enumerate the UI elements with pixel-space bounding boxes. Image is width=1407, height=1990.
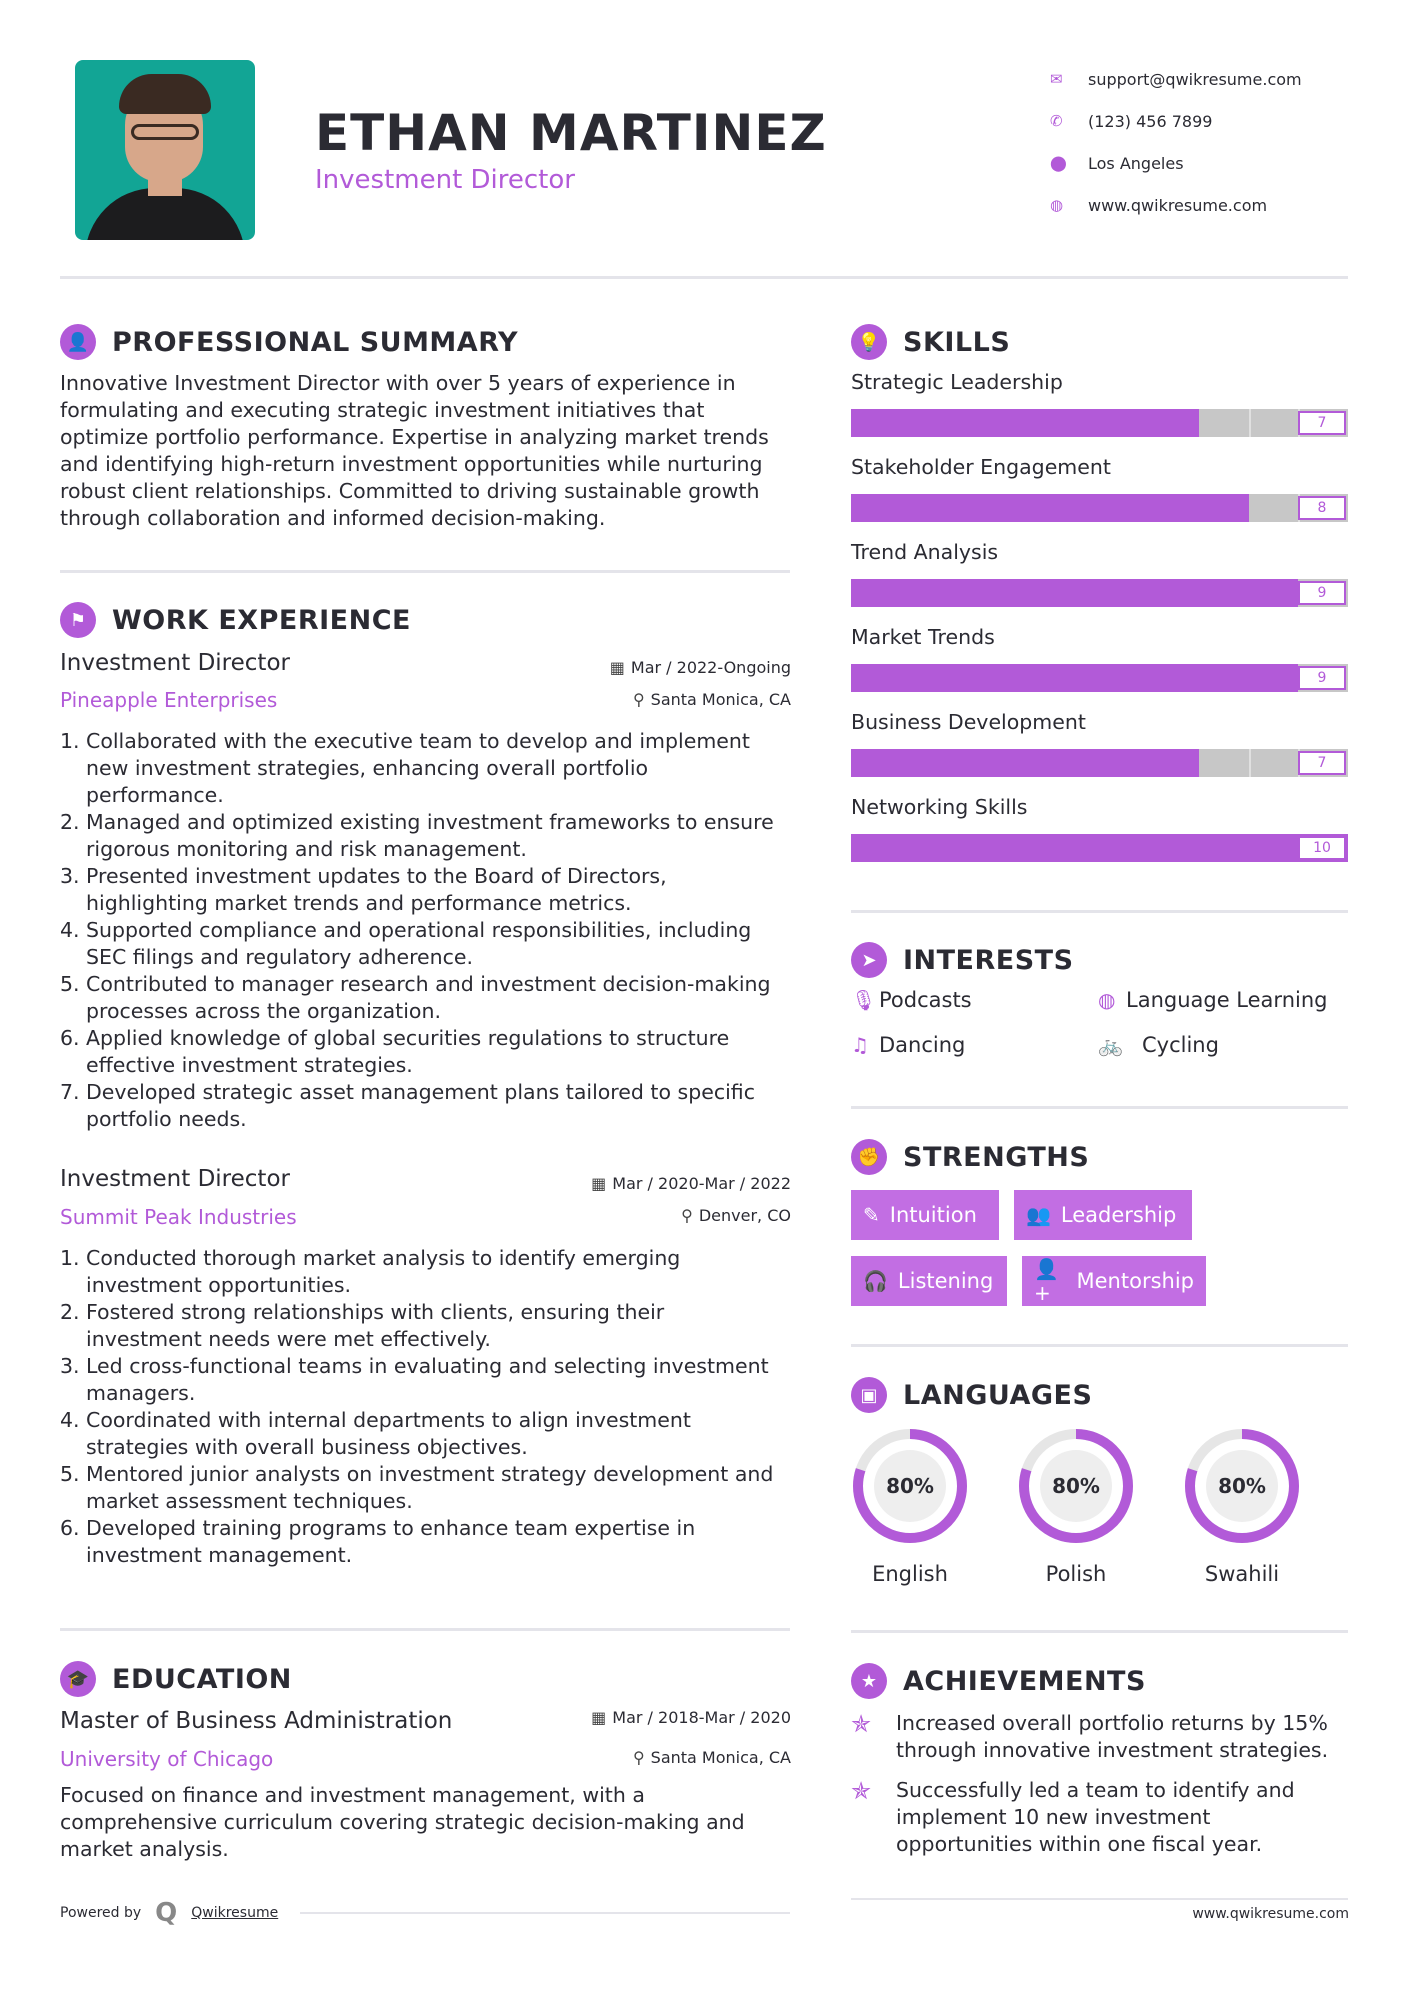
language-ring [848,1424,972,1548]
calendar-icon: ▦ [591,1174,607,1193]
footer-powered-by: Powered by Q Qwikresume [60,1898,279,1928]
map-pin-icon: ⬤ [1050,154,1067,172]
education-text: Focused on finance and investment management, with a comprehensive curriculum covering strategic decision-making and market analysis. [60,1783,745,1861]
languages-heading: ▣ LANGUAGES [851,1377,1092,1413]
footer-right-divider [851,1898,1348,1900]
magic-wand-icon: ✎ [863,1203,880,1227]
skill-bar-fill [851,409,1199,437]
achievement-item: ✯ Increased overall portfolio returns by 15% through innovative investment strategies. [851,1710,1329,1762]
list-item: 5. Mentored junior analysts on investment strategy development and market assessment techniques. [60,1462,774,1513]
skill-name: Market Trends [851,625,995,649]
strengths-divider [851,1344,1348,1347]
interest-podcasts: 🎙 Podcasts [851,988,972,1012]
strength-leadership: 👥 Leadership [1014,1190,1192,1240]
bicycle-icon: 🚲 [1098,1033,1123,1057]
language-percent-label: 80% [1218,1474,1266,1498]
interest-dancing: ♫ Dancing [851,1033,966,1057]
list-item: 7. Developed strategic asset management plans tailored to specific portfolio needs. [60,1080,755,1131]
strength-listening: 🎧 Listening [851,1256,1007,1306]
paper-plane-icon: ➤ [851,942,887,978]
skill-bar [851,834,1348,862]
language-icon: ▣ [851,1377,887,1413]
skill-level-badge: 7 [1298,751,1346,775]
work-heading: ⚑ WORK EXPERIENCE [60,602,411,638]
degree-title: Master of Business Administration [60,1708,453,1734]
candidate-title: Investment Director [315,165,575,195]
job-title: Investment Director [60,1166,290,1192]
skill-bar-fill [851,749,1199,777]
job-bullets [60,1245,808,1569]
job-location: ⚲ Santa Monica, CA [632,690,791,709]
headphones-icon: 🎧 [863,1269,888,1293]
education-location: ⚲ Santa Monica, CA [632,1748,791,1767]
interests-heading: ➤ INTERESTS [851,942,1074,978]
skills-heading: 💡 SKILLS [851,324,1010,360]
users-icon: 👥 [1026,1203,1051,1227]
education-dates: ▦ Mar / 2018-Mar / 2020 [591,1708,791,1727]
calendar-icon: ▦ [609,658,625,677]
strength-intuition: ✎ Intuition [851,1190,999,1240]
list-item: 2. Fostered strong relationships with clients, ensuring their investment needs were met effectively. [60,1300,665,1351]
pin-icon: ⚲ [632,1748,645,1767]
job-title: Investment Director [60,650,290,676]
skill-bar [851,579,1348,607]
language-item [1180,1424,1304,1586]
list-item: 4. Coordinated with internal departments to align investment strategies with overall business objectives. [60,1408,691,1459]
language-name: Swahili [1204,1562,1280,1586]
skill-bar [851,409,1348,437]
job-location: ⚲ Denver, CO [681,1206,791,1225]
interests-divider [851,1106,1348,1109]
skill-level-badge: 9 [1298,581,1346,605]
skill-name: Strategic Leadership [851,370,1063,394]
skill-bar-fill [851,494,1249,522]
skill-level-badge: 9 [1298,666,1346,690]
list-item: 6. Applied knowledge of global securities regulations to structure effective investment strategies. [60,1026,730,1077]
list-item: 6. Developed training programs to enhance team expertise in investment management. [60,1516,696,1567]
contact-website[interactable]: ◍ www.qwikresume.com [1050,195,1268,215]
language-percent-label: 80% [1052,1474,1100,1498]
skill-name: Trend Analysis [851,540,999,564]
contact-email[interactable]: ✉ support@qwikresume.com [1050,69,1302,89]
achievement-item: ✯ Successfully led a team to identify and implement 10 new investment opportunities within one fiscal year. [851,1777,1295,1856]
music-note-icon: ♫ [851,1033,869,1057]
graduation-icon: 🎓 [60,1661,96,1697]
work-divider [60,1628,790,1631]
interest-language-learning: ◍ Language Learning [1098,988,1328,1012]
user-plus-icon: 👤+ [1034,1257,1059,1305]
list-item: 3. Led cross-functional teams in evaluating and selecting investment managers. [60,1354,769,1405]
globe-icon: ◍ [1098,988,1116,1012]
job-dates: ▦ Mar / 2022-Ongoing [609,658,791,677]
school-name: University of Chicago [60,1747,274,1771]
skill-level-badge: 8 [1298,496,1346,520]
calendar-icon: ▦ [591,1708,607,1727]
interest-cycling: 🚲 Cycling [1098,1033,1219,1057]
skill-bar [851,494,1348,522]
list-item: 2. Managed and optimized existing investment frameworks to ensure rigorous monitoring and risk management. [60,810,774,861]
lightbulb-icon: 💡 [851,324,887,360]
briefcase-icon: ⚑ [60,602,96,638]
footer-left-divider [300,1912,790,1914]
language-ring [1014,1424,1138,1548]
list-item: 3. Presented investment updates to the Board of Directors, highlighting market trends and performance metrics. [60,864,667,915]
language-item [848,1424,972,1586]
company-name: Pineapple Enterprises [60,688,278,712]
list-item: 1. Conducted thorough market analysis to identify emerging investment opportunities. [60,1246,681,1297]
job-bullets [60,728,808,1133]
list-item: 4. Supported compliance and operational responsibilities, including SEC filings and regulatory adherence. [60,918,752,969]
header-divider [60,276,1348,279]
skill-level-badge: 10 [1298,836,1346,860]
education-heading: 🎓 EDUCATION [60,1661,292,1697]
skill-level-badge: 7 [1298,411,1346,435]
skill-name: Stakeholder Engagement [851,455,1111,479]
fist-icon: ✊ [851,1139,887,1175]
candidate-name: ETHAN MARTINEZ [315,104,827,162]
company-name: Summit Peak Industries [60,1205,297,1229]
skill-bar-fill [851,834,1348,862]
brand-link[interactable]: Qwikresume [191,1905,279,1921]
shooting-star-icon: ✯ [851,1710,872,1738]
user-icon: 👤 [60,324,96,360]
skill-bar-fill [851,664,1298,692]
skill-name: Networking Skills [851,795,1028,819]
shooting-star-icon: ✯ [851,1777,872,1805]
language-item [1014,1424,1138,1586]
profile-photo [75,60,255,240]
strengths-heading: ✊ STRENGTHS [851,1139,1089,1175]
job-dates: ▦ Mar / 2020-Mar / 2022 [591,1174,791,1193]
language-name: English [872,1562,948,1586]
skills-divider [851,910,1348,913]
language-name: Polish [1045,1562,1107,1586]
summary-heading: 👤 PROFESSIONAL SUMMARY [60,324,518,360]
pin-icon: ⚲ [632,690,645,709]
globe-icon: ◍ [1050,196,1064,214]
phone-icon: ✆ [1050,112,1063,130]
footer-url[interactable]: www.qwikresume.com [1192,1906,1349,1922]
envelope-icon: ✉ [1050,70,1063,88]
skill-name: Business Development [851,710,1086,734]
qwikresume-logo-icon: Q [155,1898,178,1928]
contact-location: ⬤ Los Angeles [1050,153,1184,173]
language-ring [1180,1424,1304,1548]
summary-text: Innovative Investment Director with over 5 years of experience in formulating and executing strategic investment initiatives that optimize portfolio performance. Expertise in analyzing market trends and identifying high-return investment opportunities while nurturing robust client relationships. Committed to driving sustainable growth through collaboration and informed decision-making. [60,371,769,530]
list-item: 1. Collaborated with the executive team to develop and implement new investment strategies, enhancing overall portfolio performance. [60,729,750,807]
star-icon: ★ [851,1663,887,1699]
languages-divider [851,1630,1348,1633]
skill-bar [851,664,1348,692]
summary-divider [60,570,790,573]
microphone-icon: 🎙 [851,988,877,1012]
list-item: 5. Contributed to manager research and investment decision-making processes across the organization. [60,972,771,1023]
skill-bar [851,749,1348,777]
pin-icon: ⚲ [681,1206,693,1225]
contact-list [1050,58,1302,226]
strength-mentorship: 👤+ Mentorship [1022,1256,1206,1306]
achievements-heading: ★ ACHIEVEMENTS [851,1663,1146,1699]
contact-phone[interactable]: ✆ (123) 456 7899 [1050,111,1213,131]
skill-bar-fill [851,579,1298,607]
language-percent-label: 80% [886,1474,934,1498]
